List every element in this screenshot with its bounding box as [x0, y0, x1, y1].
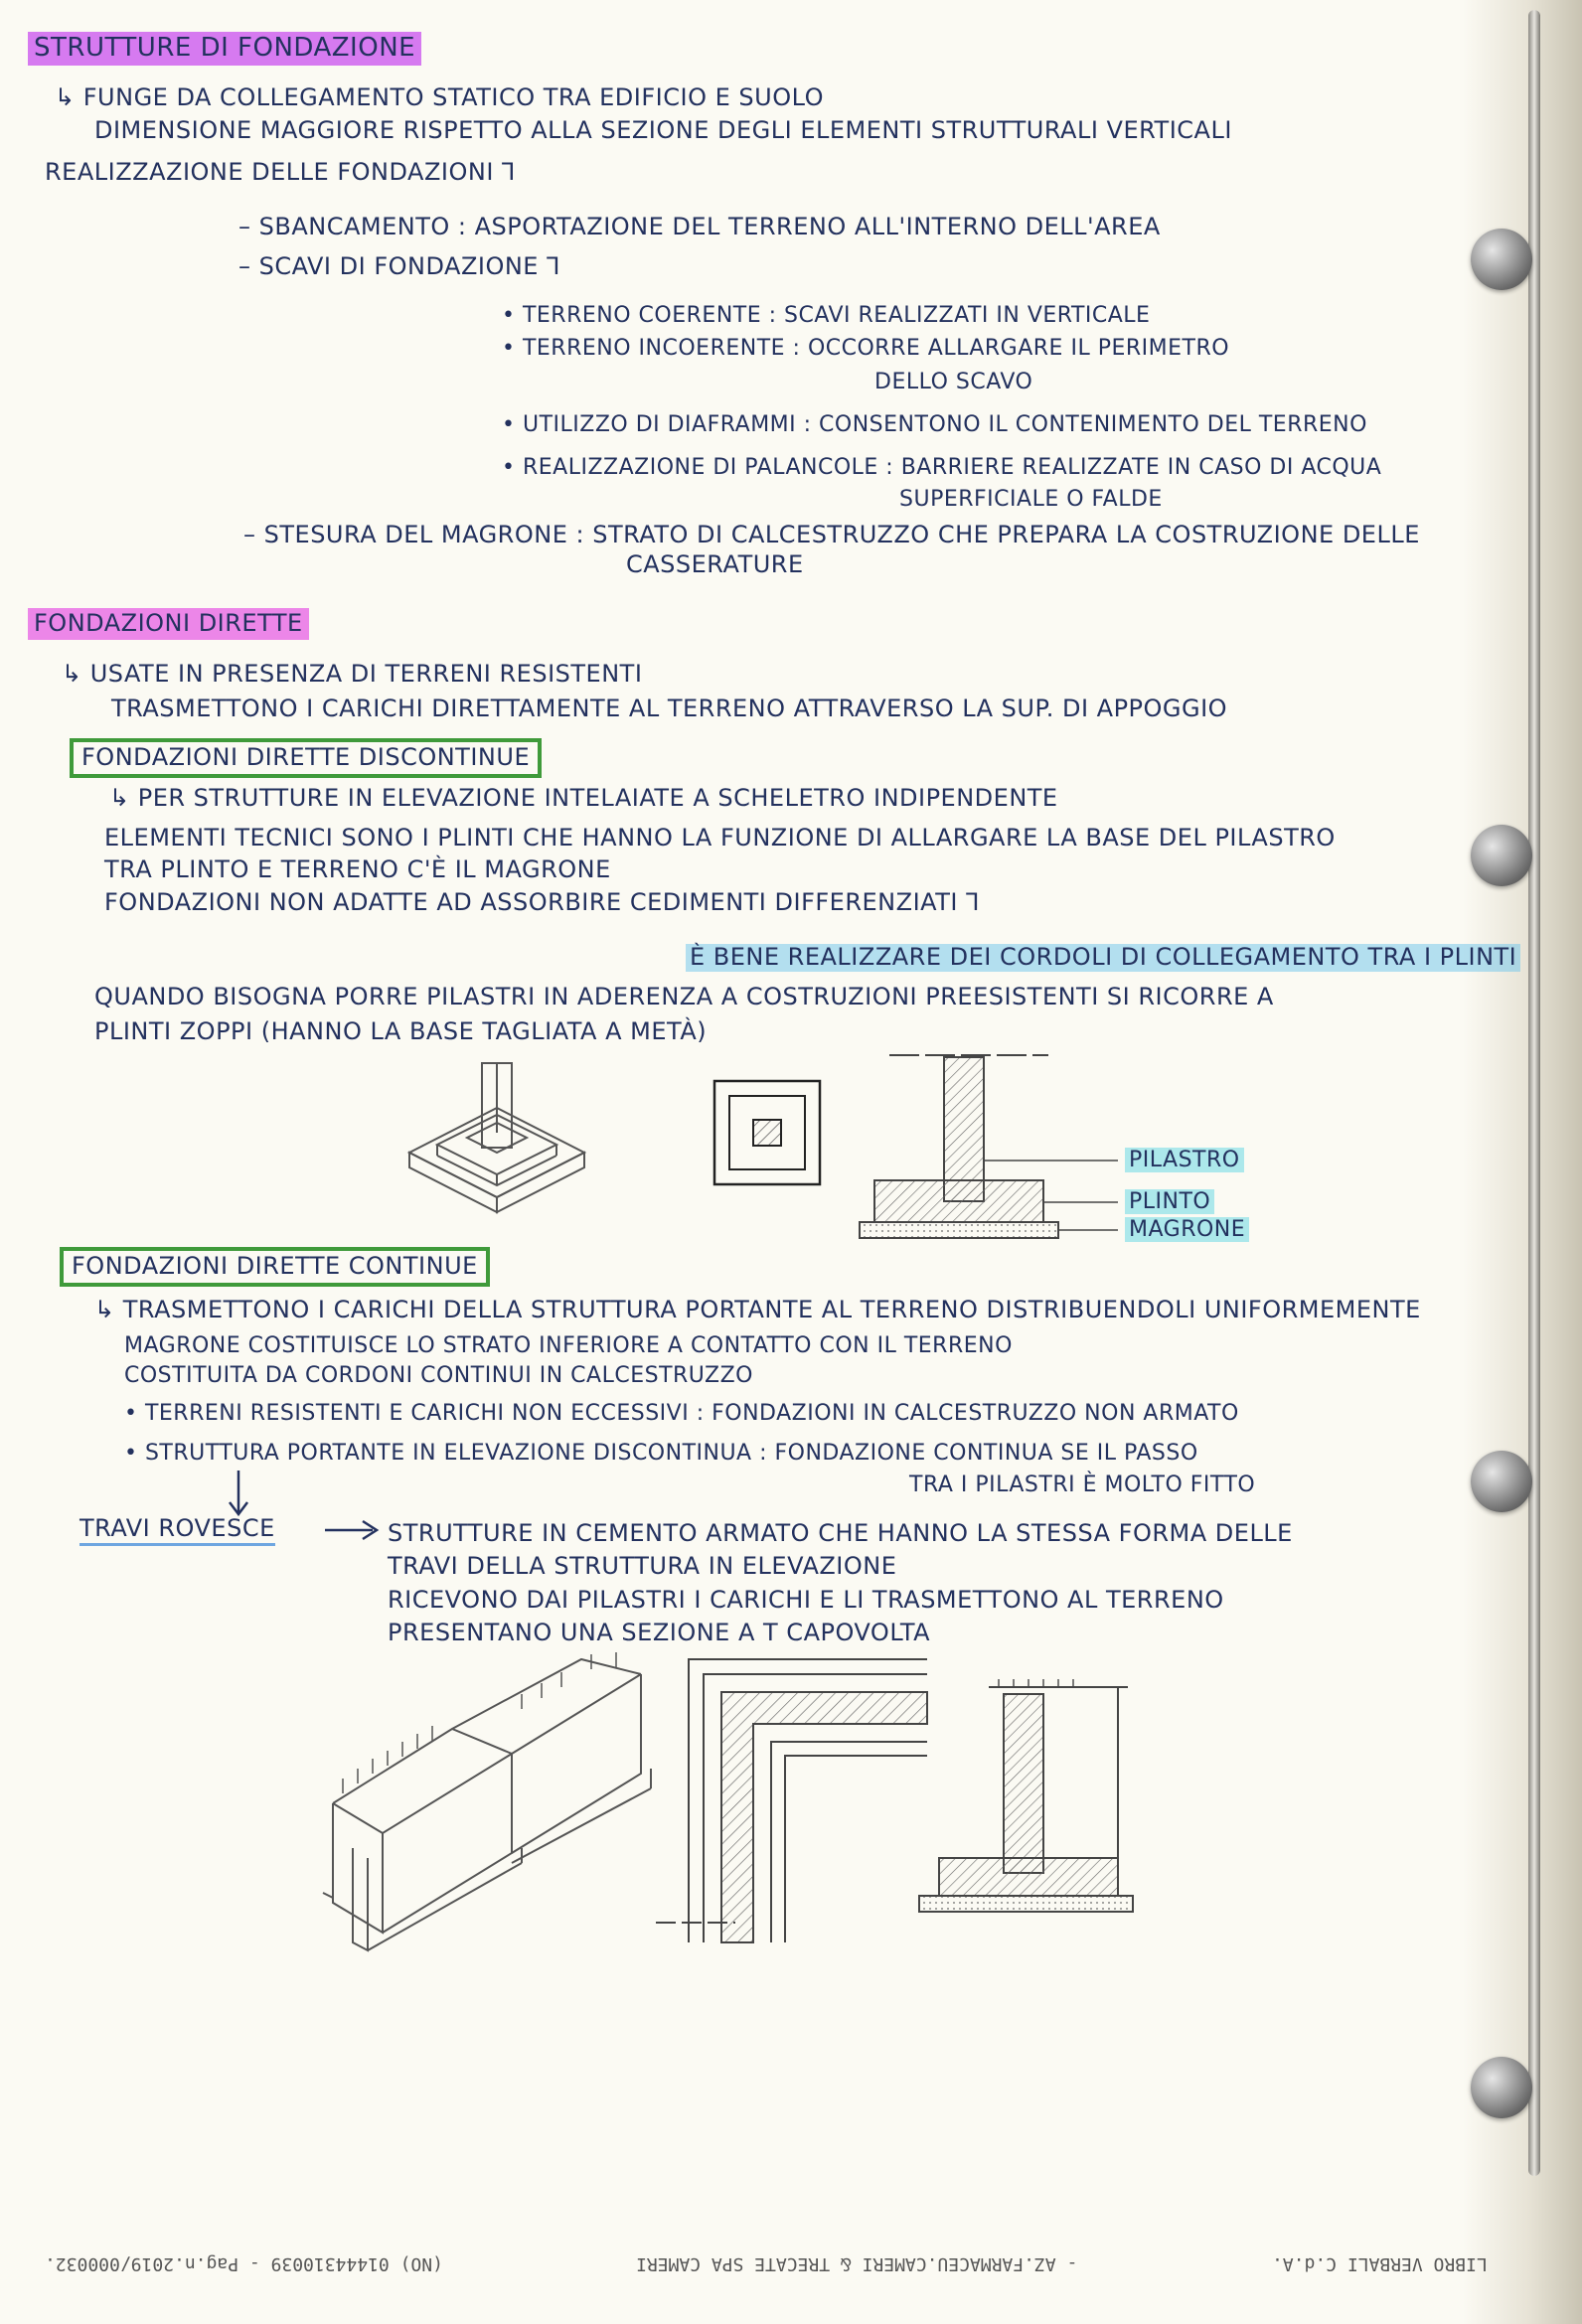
- travi-rovesce-section-drawing: [909, 1679, 1148, 1928]
- label-pilastro: PILASTRO: [1125, 1148, 1244, 1172]
- heading-discontinue: FONDAZIONI DIRETTE DISCONTINUE: [70, 738, 542, 778]
- intro-line-1: ↳ FUNGE DA COLLEGAMENTO STATICO TRA EDIFICIO E SUOLO: [55, 83, 824, 111]
- footer-book-title: LIBRO VERBALI C.d.A.: [1272, 2253, 1488, 2274]
- dirette-line-1: ↳ USATE IN PRESENZA DI TERRENI RESISTENTI: [62, 660, 643, 688]
- binder-ring-3: [1471, 1451, 1532, 1512]
- discontinue-line-4: FONDAZIONI NON ADATTE AD ASSORBIRE CEDIMENTI DIFFERENZIATI ⅂: [104, 888, 980, 916]
- intro-line-2: DIMENSIONE MAGGIORE RISPETTO ALLA SEZIONE DEGLI ELEMENTI STRUTTURALI VERTICALI: [94, 116, 1232, 144]
- plinto-isometric-drawing: [397, 1053, 596, 1222]
- realizzazione-label: REALIZZAZIONE DELLE FONDAZIONI ⅂: [45, 158, 516, 186]
- scavi-diaframmi: • UTILIZZO DI DIAFRAMMI : CONSENTONO IL CONTENIMENTO DEL TERRENO: [502, 412, 1367, 437]
- footer-company: - AZ.FARMACEU.CAMERI & TRECATE SPA CAMERI: [636, 2253, 1078, 2274]
- scavi-incoerente: • TERRENO INCOERENTE : OCCORRE ALLARGARE IL PERIMETRO: [502, 336, 1230, 361]
- continue-line-1: ↳ TRASMETTONO I CARICHI DELLA STRUTTURA PORTANTE AL TERRENO DISTRIBUENDOLI UNIFORMEMENTE: [94, 1296, 1421, 1323]
- discontinue-zoppi-1: QUANDO BISOGNA PORRE PILASTRI IN ADERENZA A COSTRUZIONI PREESISTENTI SI RICORRE A: [94, 983, 1274, 1010]
- label-magrone: MAGRONE: [1125, 1217, 1249, 1242]
- binder-edge: [1463, 0, 1582, 2324]
- travi-rovesce-label: TRAVI ROVESCE: [79, 1515, 275, 1546]
- continue-line-4: • TERRENI RESISTENTI E CARICHI NON ECCESSIVI : FONDAZIONI IN CALCESTRUZZO NON ARMATO: [124, 1401, 1239, 1426]
- dirette-line-2: TRASMETTONO I CARICHI DIRETTAMENTE AL TERRENO ATTRAVERSO LA SUP. DI APPOGGIO: [111, 695, 1228, 722]
- scavi-palancole: • REALIZZAZIONE DI PALANCOLE : BARRIERE REALIZZATE IN CASO DI ACQUA: [502, 455, 1382, 480]
- footer-pagination: (NO) 01444310039 - Pag.n.2019/000032.: [45, 2253, 443, 2274]
- scavi-incoerente-cont: DELLO SCAVO: [874, 370, 1033, 394]
- heading-continue: FONDAZIONI DIRETTE CONTINUE: [60, 1247, 490, 1287]
- scavi-palancole-cont: SUPERFICIALE O FALDE: [899, 487, 1163, 512]
- step-scavi: – SCAVI DI FONDAZIONE ⅂: [238, 252, 560, 280]
- travi-line-4: PRESENTANO UNA SEZIONE A T CAPOVOLTA: [388, 1619, 931, 1646]
- travi-line-1: STRUTTURE IN CEMENTO ARMATO CHE HANNO LA STESSA FORMA DELLE: [388, 1519, 1293, 1547]
- discontinue-zoppi-2: PLINTI ZOPPI (HANNO LA BASE TAGLIATA A METÀ): [94, 1017, 708, 1045]
- travi-rovesce-plan-drawing: [684, 1654, 932, 1942]
- binder-ring-2: [1471, 825, 1532, 886]
- discontinue-line-1: ↳ PER STRUTTURE IN ELEVAZIONE INTELAIATE A SCHELETRO INDIPENDENTE: [109, 784, 1058, 812]
- binder-rail: [1528, 10, 1540, 2176]
- scavi-coerente: • TERRENO COERENTE : SCAVI REALIZZATI IN VERTICALE: [502, 303, 1151, 328]
- heading-strutture-fondazione: STRUTTURE DI FONDAZIONE: [28, 32, 421, 66]
- discontinue-line-3: TRA PLINTO E TERRENO C'È IL MAGRONE: [104, 855, 611, 883]
- continue-line-3: COSTITUITA DA CORDONI CONTINUI IN CALCESTRUZZO: [124, 1363, 753, 1388]
- plinto-plan-drawing: [712, 1078, 826, 1187]
- stesura-magrone: – STESURA DEL MAGRONE : STRATO DI CALCESTRUZZO CHE PREPARA LA COSTRUZIONE DELLE: [243, 521, 1420, 548]
- binder-ring-1: [1471, 229, 1532, 290]
- continue-line-6: TRA I PILASTRI È MOLTO FITTO: [909, 1472, 1256, 1497]
- continue-line-5: • STRUTTURA PORTANTE IN ELEVAZIONE DISCONTINUA : FONDAZIONE CONTINUA SE IL PASSO: [124, 1441, 1198, 1466]
- travi-rovesce-isometric-drawing: [323, 1654, 661, 1952]
- right-arrow-icon: [323, 1518, 383, 1542]
- discontinue-line-2: ELEMENTI TECNICI SONO I PLINTI CHE HANNO LA FUNZIONE DI ALLARGARE LA BASE DEL PILASTRO: [104, 824, 1336, 852]
- travi-line-2: TRAVI DELLA STRUTTURA IN ELEVAZIONE: [388, 1552, 897, 1580]
- binder-ring-4: [1471, 2057, 1532, 2118]
- step-sbancamento: – SBANCAMENTO : ASPORTAZIONE DEL TERRENO ALL'INTERNO DELL'AREA: [238, 213, 1161, 240]
- continue-line-2: MAGRONE COSTITUISCE LO STRATO INFERIORE A CONTATTO CON IL TERRENO: [124, 1333, 1013, 1358]
- down-arrow-icon: [224, 1469, 253, 1518]
- stesura-magrone-cont: CASSERATURE: [626, 550, 804, 578]
- travi-line-3: RICEVONO DAI PILASTRI I CARICHI E LI TRASMETTONO AL TERRENO: [388, 1586, 1224, 1614]
- label-plinto: PLINTO: [1125, 1189, 1214, 1214]
- heading-fondazioni-dirette: FONDAZIONI DIRETTE: [28, 608, 309, 640]
- ground-dashed-line: [656, 1918, 735, 1928]
- plinto-zoppo-section-drawing: [850, 1043, 1088, 1247]
- discontinue-cordoli: È BENE REALIZZARE DEI CORDOLI DI COLLEGAMENTO TRA I PLINTI: [686, 944, 1520, 972]
